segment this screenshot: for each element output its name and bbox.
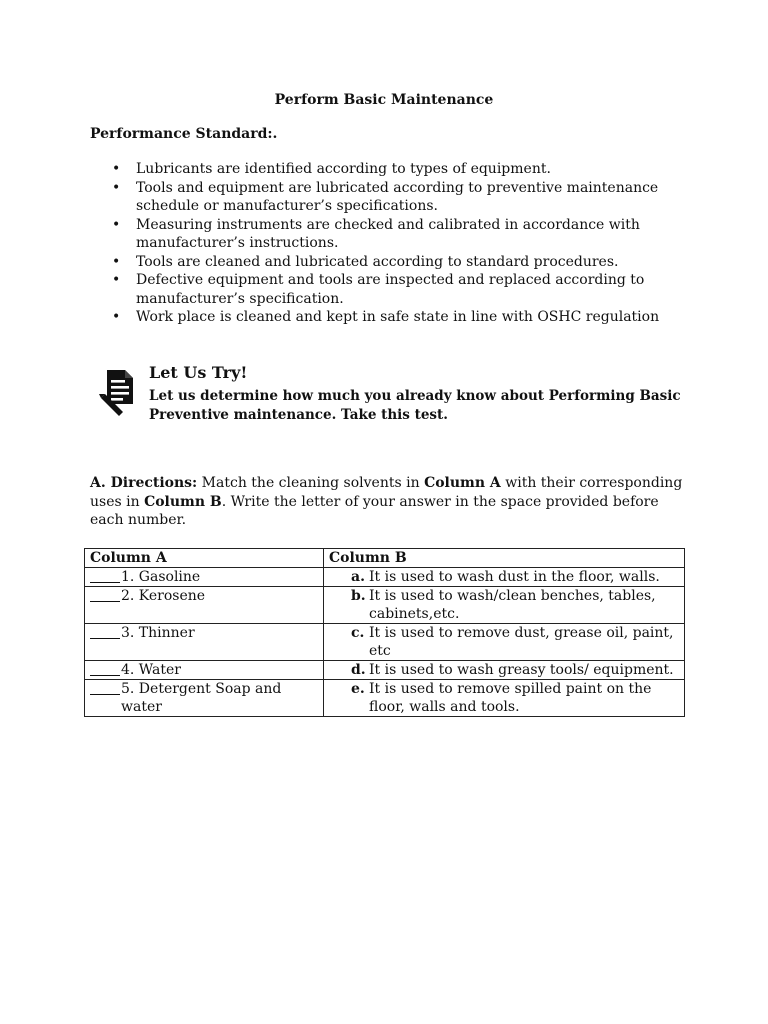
bullet-item: • Work place is cleaned and kept in safe state in line with OSHC regulation (90, 308, 690, 327)
directions-text: with their corresponding uses in (90, 475, 683, 510)
directions-text: Match the cleaning solvents in (197, 475, 425, 491)
bullet-item: • Tools are cleaned and lubricated according to standard procedures. (90, 253, 690, 272)
column-b-letter: b. (351, 588, 366, 604)
page-title: Perform Basic Maintenance (274, 92, 494, 108)
column-a-header: Column A (85, 549, 324, 568)
bullet-item: • Measuring instruments are checked and calibrated in accordance with manufacturer’s instructions. (90, 216, 690, 253)
column-b-item: It is used to remove spilled paint on the floor, walls and tools. (369, 681, 652, 715)
bullet-item: • Defective equipment and tools are inspected and replaced according to manufacturer’s specification. (90, 271, 690, 308)
directions-text: . Write the letter of your answer in the space provided before each number. (90, 493, 659, 528)
answer-blank[interactable] (90, 587, 120, 602)
column-b-item: It is used to wash/clean benches, tables, cabinets,etc. (369, 588, 656, 622)
table-row (85, 624, 685, 661)
column-b-item: It is used to remove dust, grease oil, paint, etc (369, 625, 674, 659)
column-b-letter: c. (351, 625, 365, 641)
column-a-item: 5. Detergent Soap and water (121, 681, 282, 715)
column-b-header: Column B (324, 549, 685, 568)
column-b-letter: a. (351, 569, 365, 585)
document-pen-icon (99, 368, 139, 416)
column-a-item: 2. Kerosene (121, 588, 206, 604)
answer-blank[interactable] (90, 624, 120, 639)
column-a-item: 3. Thinner (121, 625, 195, 641)
matching-table (84, 548, 685, 717)
table-row (85, 661, 685, 680)
bullet-item: • Tools and equipment are lubricated according to preventive maintenance schedule or manufacturer’s specifications. (90, 179, 690, 216)
performance-standard-list (90, 160, 690, 327)
directions-label: A. Directions: (90, 475, 198, 491)
performance-standard-label: Performance Standard:. (90, 126, 278, 142)
let-us-try-text: Let us determine how much you already know about Performing Basic Preventive maintenance. Take this test. (149, 388, 681, 423)
let-us-try-heading: Let Us Try! (149, 363, 248, 382)
table-header-row (85, 549, 685, 568)
bullet-item: • Lubricants are identified according to types of equipment. (90, 160, 690, 179)
table-row (85, 587, 685, 624)
directions-paragraph (90, 474, 690, 530)
column-b-item: It is used to wash dust in the floor, walls. (369, 569, 660, 585)
column-a-item: 1. Gasoline (121, 569, 201, 585)
column-b-ref: Column B (144, 493, 222, 510)
table-row (85, 680, 685, 717)
answer-blank[interactable] (90, 661, 120, 676)
answer-blank[interactable] (90, 680, 120, 695)
table-row (85, 568, 685, 587)
column-a-item: 4. Water (121, 662, 181, 678)
answer-blank[interactable] (90, 568, 120, 583)
column-a-ref: Column A (424, 475, 501, 491)
column-b-letter: d. (351, 662, 366, 678)
column-b-letter: e. (351, 681, 365, 697)
column-b-item: It is used to wash greasy tools/ equipment. (369, 662, 674, 678)
